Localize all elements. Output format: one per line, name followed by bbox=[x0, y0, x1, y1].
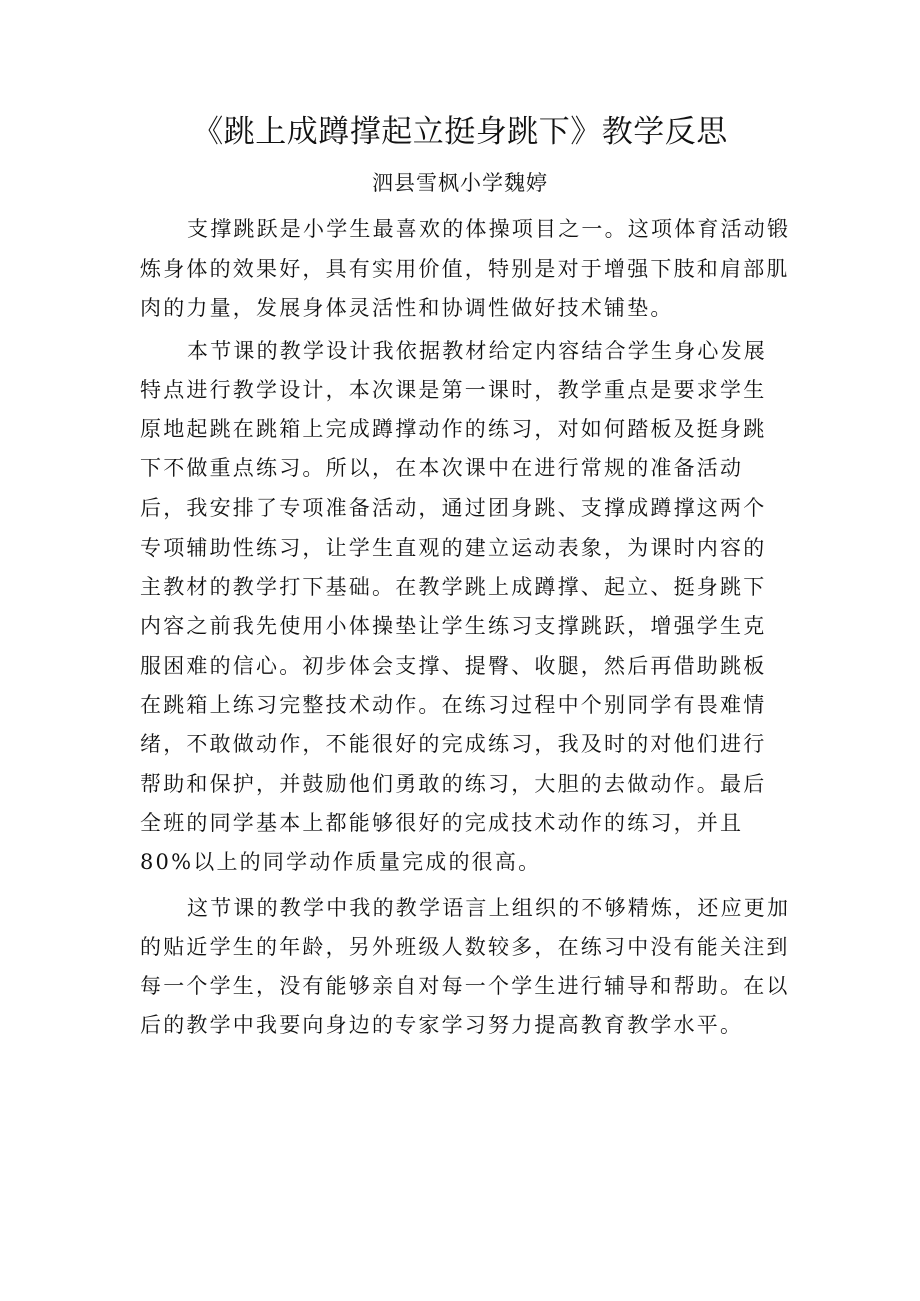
document-author: 泗县雪枫小学魏婷 bbox=[372, 171, 548, 195]
paragraph-line: 帮助和保护，并鼓励他们勇敢的练习，大胆的去做动作。最后 bbox=[140, 772, 767, 796]
paragraph-line: 原地起跳在跳箱上完成蹲撑动作的练习，对如何踏板及挺身跳 bbox=[140, 417, 767, 441]
paragraph-line: 绪，不敢做动作，不能很好的完成练习，我及时的对他们进行 bbox=[140, 732, 767, 756]
paragraph-line: 内容之前我先使用小体操垫让学生练习支撑跳跃，增强学生克 bbox=[140, 614, 767, 638]
paragraph-line: 下不做重点练习。所以，在本次课中在进行常规的准备活动 bbox=[140, 456, 744, 480]
paragraph-line: 后的教学中我要向身边的专家学习努力提高教育教学水平。 bbox=[140, 1013, 744, 1037]
paragraph-line: 肉的力量，发展身体灵活性和协调性做好技术铺垫。 bbox=[140, 296, 674, 320]
paragraph-line: 全班的同学基本上都能够很好的完成技术动作的练习，并且 bbox=[140, 811, 744, 835]
paragraph-line: 本节课的教学设计我依据教材给定内容结合学生身心发展 bbox=[187, 339, 767, 363]
paragraph-line: 服困难的信心。初步体会支撑、提臀、收腿，然后再借助跳板 bbox=[140, 654, 767, 678]
paragraph-line: 专项辅助性练习，让学生直观的建立运动表象，为课时内容的 bbox=[140, 536, 767, 560]
paragraph-line: 每一个学生，没有能够亲自对每一个学生进行辅导和帮助。在以 bbox=[140, 974, 790, 998]
paragraph-line: 炼身体的效果好，具有实用价值，特别是对于增强下肢和肩部肌 bbox=[140, 257, 790, 281]
paragraph-line: 后，我安排了专项准备活动，通过团身跳、支撑成蹲撑这两个 bbox=[140, 496, 767, 520]
document-title: 《跳上成蹲撑起立挺身跳下》教学反思 bbox=[192, 114, 728, 150]
paragraph-line: 主教材的教学打下基础。在教学跳上成蹲撑、起立、挺身跳下 bbox=[140, 575, 767, 599]
paragraph-line: 特点进行教学设计，本次课是第一课时，教学重点是要求学生 bbox=[140, 378, 767, 402]
paragraph-line: 80%以上的同学动作质量完成的很高。 bbox=[140, 850, 542, 874]
paragraph-line: 支撑跳跃是小学生最喜欢的体操项目之一。这项体育活动锻 bbox=[187, 217, 791, 241]
paragraph-line: 在跳箱上练习完整技术动作。在练习过程中个别同学有畏难情 bbox=[140, 693, 767, 717]
paragraph-line: 的贴近学生的年龄，另外班级人数较多，在练习中没有能关注到 bbox=[140, 935, 790, 959]
paragraph-line: 这节课的教学中我的教学语言上组织的不够精炼，还应更加 bbox=[187, 896, 791, 920]
